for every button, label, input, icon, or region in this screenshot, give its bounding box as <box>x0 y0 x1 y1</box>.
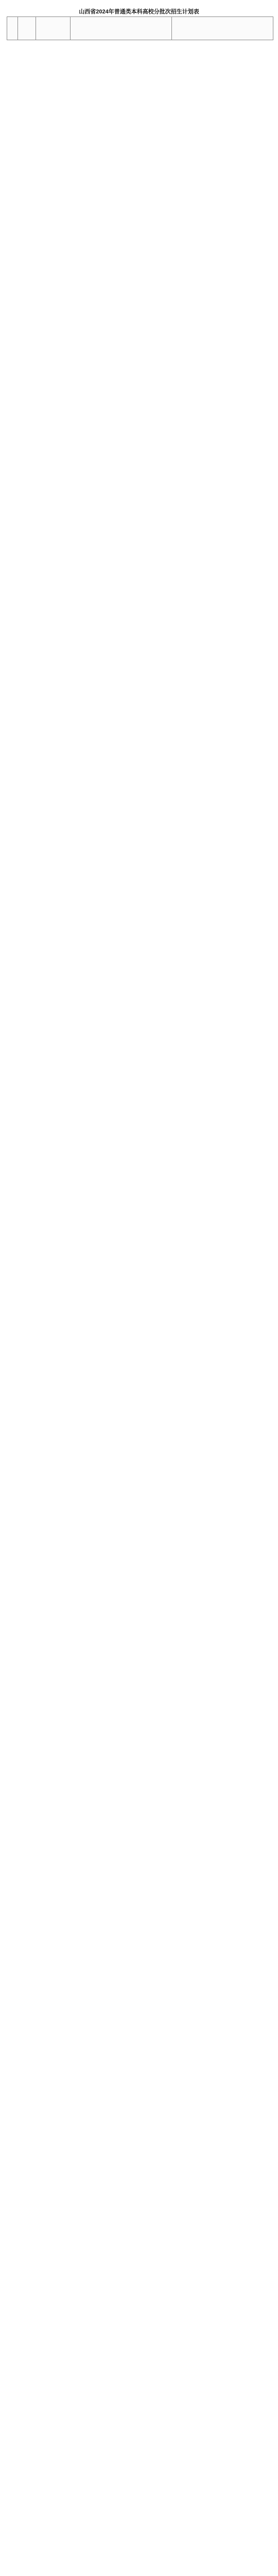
table-header-row <box>7 17 273 40</box>
page-title: 山西省2024年普通类本科高校分批次招生计划表 <box>79 9 199 15</box>
header-cell <box>71 17 172 40</box>
header-cell <box>18 17 36 40</box>
header-cell <box>36 17 71 40</box>
data-table <box>7 16 273 40</box>
header-cell <box>172 17 273 40</box>
header-cell <box>7 17 18 40</box>
